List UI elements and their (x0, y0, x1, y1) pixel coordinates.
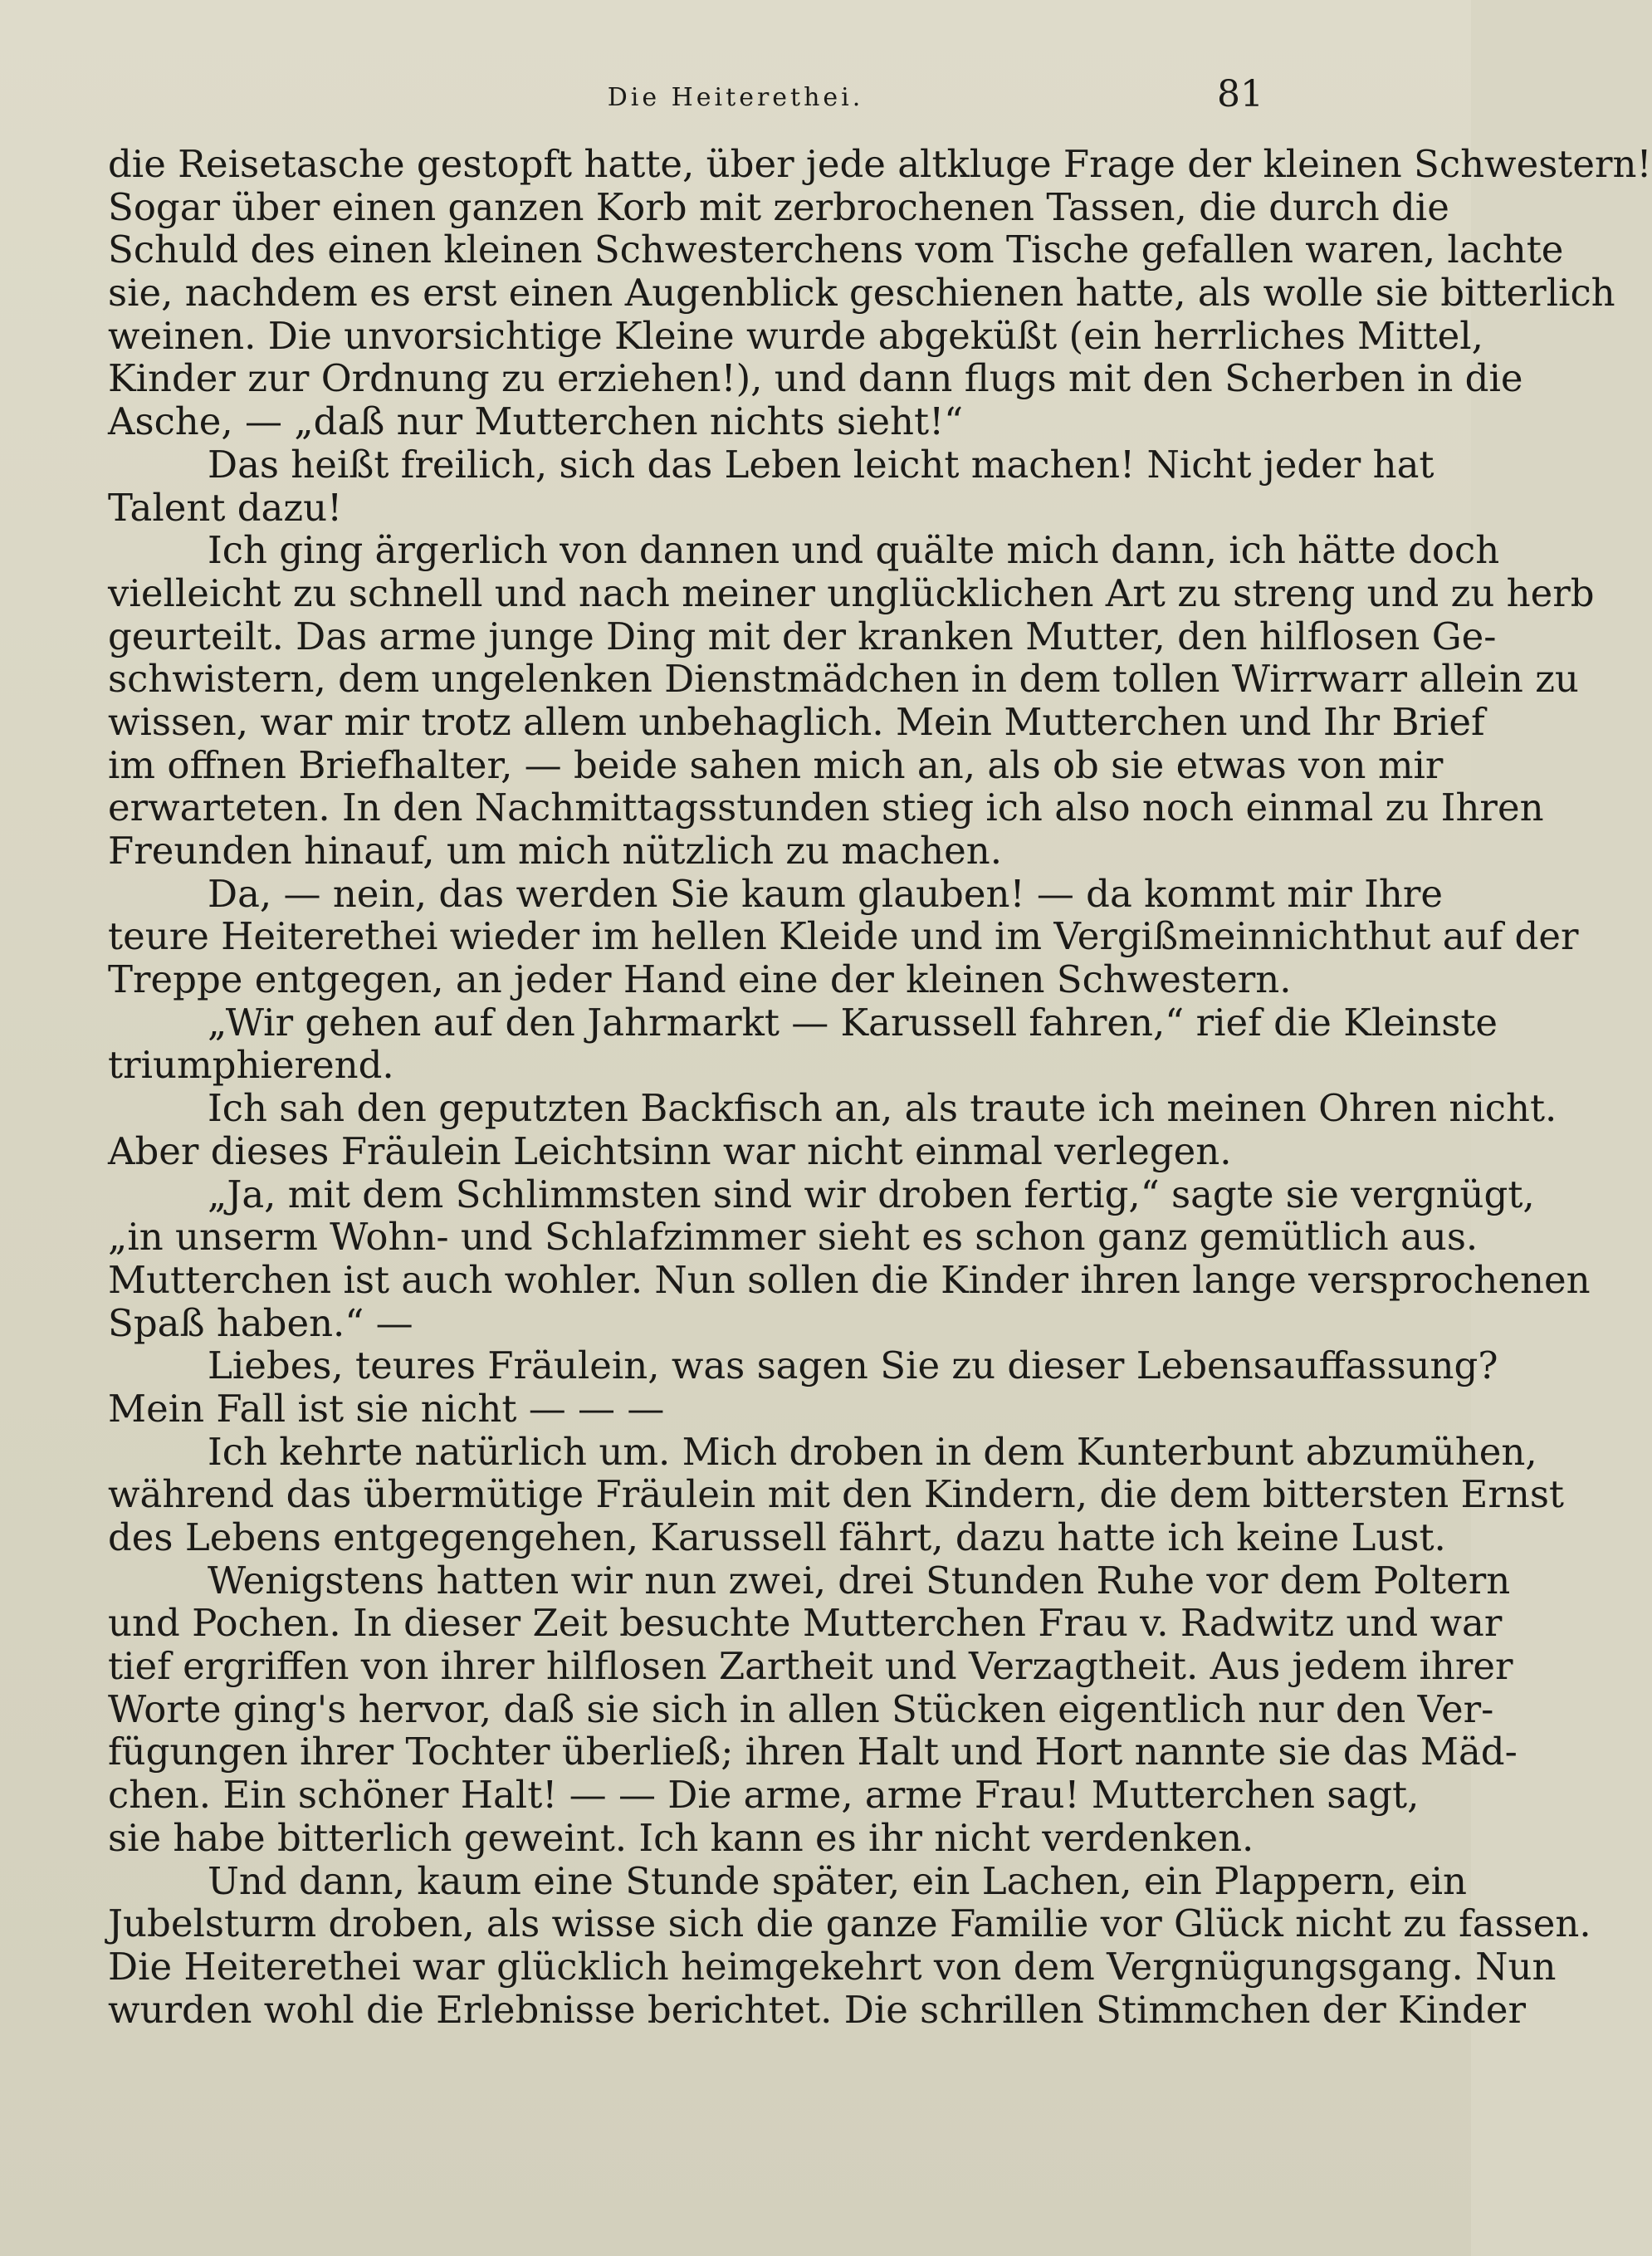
text-line: Freunden hinauf, um mich nützlich zu machen. (108, 829, 1003, 873)
text-line: Und dann, kaum eine Stunde später, ein Lachen, ein Plappern, ein (208, 1858, 1468, 1903)
text-line: „in unserm Wohn- und Schlafzimmer sieht es schon ganz gemütlich aus. (108, 1215, 1478, 1260)
text-line: geurteilt. Das arme junge Ding mit der kranken Mutter, den hilflosen Ge- (108, 614, 1497, 658)
text-line: tief ergriffen von ihrer hilflosen Zartheit und Verzagtheit. Aus jedem ihrer (108, 1644, 1513, 1689)
text-line: während das übermütige Fräulein mit den Kindern, die dem bittersten Ernst (108, 1472, 1565, 1517)
text-line: Die Heiterethei war glücklich heimgekehrt von dem Vergnügungsgang. Nun (108, 1944, 1557, 1989)
text-line: teure Heiterethei wieder im hellen Kleide und im Vergißmeinnichthut auf der (108, 914, 1579, 959)
text-line: Mein Fall ist sie nicht — — — (108, 1386, 665, 1431)
text-line: „Wir gehen auf den Jahrmarkt — Karussell fahren,“ rief die Kleinste (208, 1000, 1498, 1045)
text-line: sie, nachdem es erst einen Augenblick geschienen hatte, als wolle sie bitterlich (108, 271, 1615, 316)
text-line: Ich ging ärgerlich von dannen und quälte mich dann, ich hätte doch (208, 528, 1500, 573)
text-line: Schuld des einen kleinen Schwesterchens vom Tische gefallen waren, lachte (108, 228, 1564, 272)
text-line: fügungen ihrer Tochter überließ; ihren Halt und Hort nannte sie das Mäd- (108, 1730, 1518, 1774)
text-line: Treppe entgegen, an jeder Hand eine der kleinen Schwestern. (108, 957, 1292, 1002)
text-line: Sogar über einen ganzen Korb mit zerbrochenen Tassen, die durch die (108, 184, 1449, 229)
text-line: des Lebens entgegengehen, Karussell fährt, dazu hatte ich keine Lust. (108, 1515, 1446, 1559)
text-line: triumphierend. (108, 1043, 394, 1088)
text-line: erwarteten. In den Nachmittagsstunden stieg ich also noch einmal zu Ihren (108, 785, 1544, 830)
text-line: Mutterchen ist auch wohler. Nun sollen die Kinder ihren lange versprochenen (108, 1257, 1591, 1302)
text-line: Liebes, teures Fräulein, was sagen Sie zu dieser Lebensauffassung? (208, 1343, 1498, 1388)
text-line: vielleicht zu schnell und nach meiner unglücklichen Art zu streng und zu herb (108, 570, 1595, 615)
text-line: und Pochen. In dieser Zeit besuchte Mutterchen Frau v. Radwitz und war (108, 1601, 1503, 1646)
text-line: Ich sah den geputzten Backfisch an, als traute ich meinen Ohren nicht. (208, 1086, 1557, 1131)
running-head (0, 73, 1471, 123)
text-line: Spaß haben.“ — (108, 1300, 413, 1345)
text-line: Asche, — „daß nur Mutterchen nichts sieht!“ (108, 399, 964, 444)
page-number: 81 (1217, 73, 1263, 115)
text-line: Das heißt freilich, sich das Leben leicht machen! Nicht jeder hat (208, 442, 1435, 487)
text-line: chen. Ein schöner Halt! — — Die arme, arme Frau! Mutterchen sagt, (108, 1773, 1420, 1818)
text-line: im offnen Briefhalter, — beide sahen mich an, als ob sie etwas von mir (108, 742, 1444, 787)
text-line: weinen. Die unvorsichtige Kleine wurde abgeküßt (ein herrliches Mittel, (108, 313, 1483, 358)
text-line: schwistern, dem ungelenken Dienstmädchen in dem tollen Wirrwarr allein zu (108, 657, 1579, 702)
text-line: Worte ging's hervor, daß sie sich in allen Stücken eigentlich nur den Ver- (108, 1686, 1494, 1731)
text-line: Kinder zur Ordnung zu erziehen!), und dann flugs mit den Scherben in die (108, 356, 1523, 401)
text-line: Jubelsturm droben, als wisse sich die ganze Familie vor Glück nicht zu fassen. (108, 1901, 1591, 1946)
text-line: Talent dazu! (108, 485, 343, 530)
text-line: Wenigstens hatten wir nun zwei, drei Stunden Ruhe vor dem Poltern (208, 1558, 1511, 1603)
text-line: wurden wohl die Erlebnisse berichtet. Die schrillen Stimmchen der Kinder (108, 1987, 1527, 2032)
running-title: Die Heiterethei. (607, 83, 864, 112)
text-line: Ich kehrte natürlich um. Mich droben in dem Kunterbunt abzumühen, (208, 1429, 1537, 1474)
text-line: „Ja, mit dem Schlimmsten sind wir droben fertig,“ sagte sie vergnügt, (208, 1172, 1535, 1216)
text-line: Aber dieses Fräulein Leichtsinn war nicht einmal verlegen. (108, 1128, 1232, 1173)
text-line: wissen, war mir trotz allem unbehaglich. Mein Mutterchen und Ihr Brief (108, 699, 1485, 744)
text-line: Da, — nein, das werden Sie kaum glauben! — da kommt mir Ihre (208, 871, 1443, 916)
text-line: die Reisetasche gestopft hatte, über jede altkluge Frage der kleinen Schwestern! (108, 142, 1652, 186)
text-line: sie habe bitterlich geweint. Ich kann es ihr nicht verdenken. (108, 1815, 1254, 1860)
body-text (108, 142, 1652, 2032)
